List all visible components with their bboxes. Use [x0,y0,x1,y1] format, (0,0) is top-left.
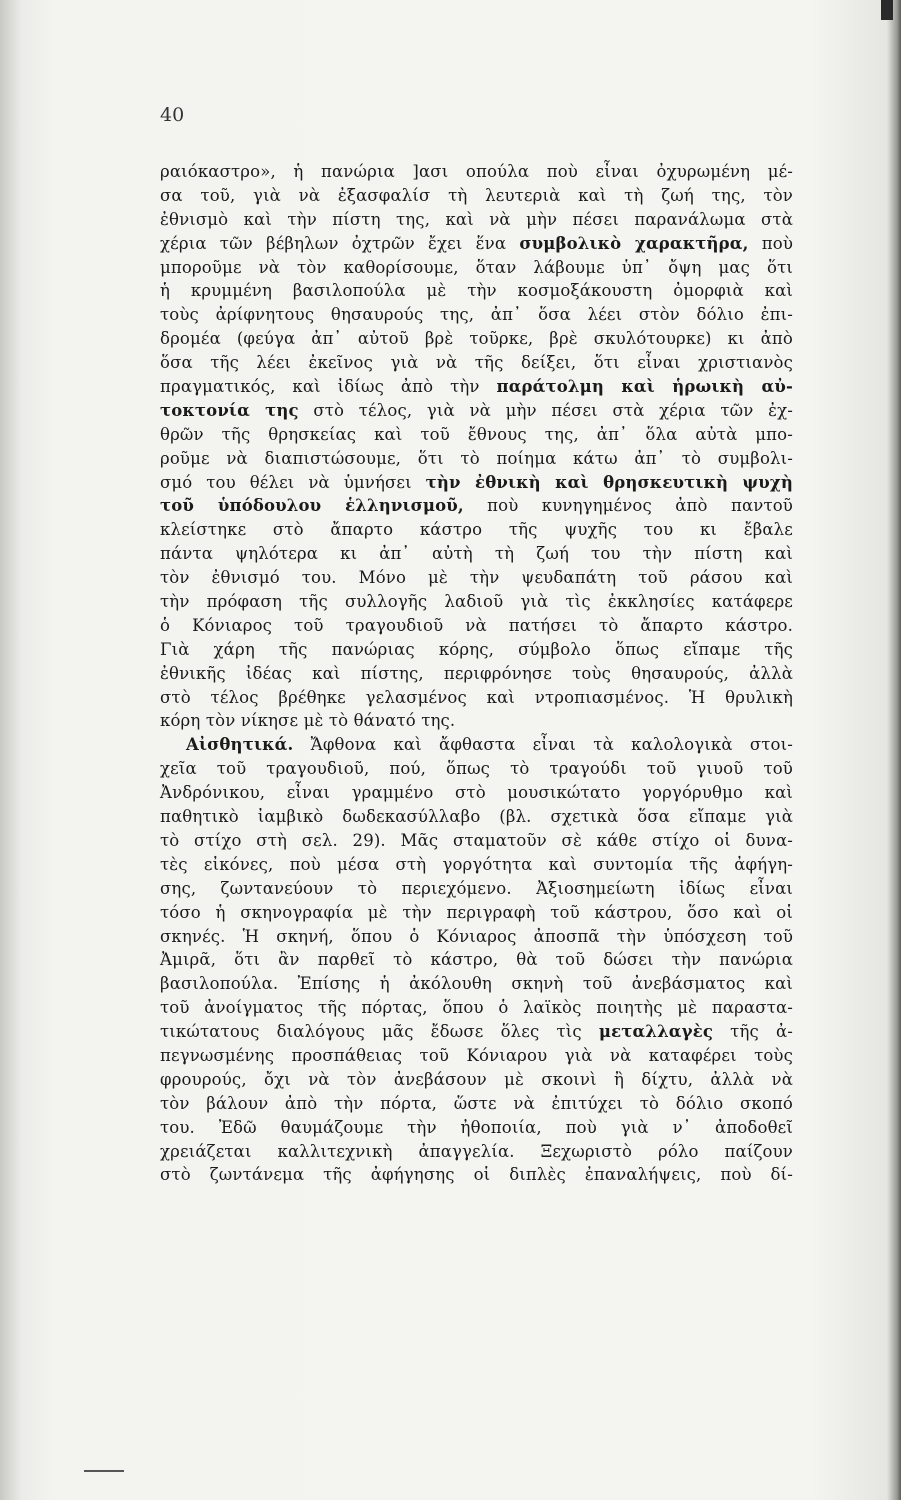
text-line [160,996,793,1020]
text-line [160,399,793,423]
text-run: φρουρούς, ὄχι νὰ τὸν ἀνεβάσουν μὲ σκοινὶ ἢ δίχτυ, ἀλλὰ νὰ [160,1069,793,1089]
text-line [160,1163,793,1187]
text-line [160,709,793,733]
text-run: ἐθνικῆς ἰδέας καὶ πίστης, περιφρόνησε τοὺς θησαυρούς, ἀλλὰ [160,663,793,683]
text-run: ὁ Κόνιαρος τοῦ τραγουδιοῦ νὰ πατήσει τὸ ἄπαρτο κάστρο. [160,615,793,635]
text-run: παθητικὸ ἰαμβικὸ δωδεκασύλλαβο (βλ. σχετικὰ ὅσα εἴπαμε γιὰ [160,807,793,827]
text-run: σα τοῦ, γιὰ νὰ ἐξασφαλίσ τὴ λευτεριὰ καὶ τὴ ζωή της, τὸν [160,185,793,205]
text-line [160,256,793,280]
text-run: ραιόκαστρο», ἡ πανώρια ]ασι οπούλα ποὺ εἶναι ὀχυρωμένη μέ- [160,162,793,181]
corner-mark [881,0,893,20]
text-line [160,1092,793,1116]
text-run: τοῦ ἀνοίγματος τῆς πόρτας, ὅπου ὁ λαϊκὸς ποιητὴς μὲ παραστα- [160,998,793,1018]
text-line [160,518,793,542]
text-run: σης, ζωντανεύουν τὸ περιεχόμενο. Ἀξιοσημείωτη ἰδίως εἶναι [160,878,793,898]
text-line [160,232,793,256]
bold-phrase: τοκτονία της [160,400,299,420]
binding-shadow [0,0,22,1500]
text-line [160,494,793,518]
text-line [160,1020,793,1044]
text-run: χεῖα τοῦ τραγουδιοῦ, πού, ὅπως τὸ τραγούδι τοῦ γιυοῦ τοῦ [160,759,793,779]
text-line [160,184,793,208]
text-run: στὸ τέλος βρέθηκε γελασμένος καὶ ντροπιασμένος. Ἡ θρυλικὴ [160,687,793,707]
text-run: Γιὰ χάρη τῆς πανώριας κόρης, σύμβολο ὅπως εἴπαμε τῆς [160,639,793,659]
text-line [160,948,793,972]
text-run: δρομέα (φεύγα ἀπ᾽ αὐτοῦ βρὲ τοῦρκε, βρὲ σκυλότουρκε) κι ἀπὸ [160,329,793,349]
text-line [160,423,793,447]
text-run: στὸ ζωντάνεμα τῆς ἀφήγησης οἱ διπλὲς ἐπαναλήψεις, ποὺ δί- [160,1165,793,1185]
text-line [160,972,793,996]
text-line [160,1116,793,1140]
text-run: πεγνωσμένης προσπάθειας τοῦ Κόνιαρου γιὰ νὰ καταφέρει τοὺς [160,1045,793,1065]
text-run: Ἄφθονα καὶ ἄφθαστα εἶναι τὰ καλολογικὰ στοι- [293,735,793,755]
text-run: πραγματικός, καὶ ἰδίως ἀπὸ τὴν [160,377,497,397]
text-line [160,208,793,232]
text-run: χρειάζεται καλλιτεχνικὴ ἀπαγγελία. Ξεχωριστὸ ρόλο παίζουν [160,1141,793,1161]
text-run: τὸν βάλουν ἀπὸ τὴν πόρτα, ὥστε νὰ ἐπιτύχει τὸ δόλιο σκοπό [160,1093,793,1113]
text-line [160,590,793,614]
text-run: τόσο ἡ σκηνογραφία μὲ τὴν περιγραφὴ τοῦ κάστρου, ὅσο καὶ οἱ [160,902,793,922]
text-run: τὸ στίχο στὴ σελ. 29). Μᾶς σταματοῦν σὲ κάθε στίχο οἱ δυνα- [160,830,793,850]
text-run: τὲς εἰκόνες, ποὺ μέσα στὴ γοργότητα καὶ συντομία τῆς ἀφήγη- [160,854,793,874]
bold-phrase: τὴν ἐθνικὴ καὶ θρησκευτικὴ ψυχὴ [425,472,793,492]
text-line [160,757,793,781]
text-line [160,901,793,925]
text-line [160,447,793,471]
text-line [160,686,793,710]
text-run: ποὺ [748,233,793,253]
text-line [160,471,793,495]
bold-phrase: συμβολικὸ χαρακτῆρα, [519,233,749,253]
text-line [160,614,793,638]
bold-phrase: Αἰσθητικά. [186,735,294,755]
text-run: θρῶν τῆς θρησκείας καὶ τοῦ ἔθνους της, ἀπ᾽ ὅλα αὐτὰ μπο- [160,424,793,444]
text-line [160,327,793,351]
page-number: 40 [160,104,185,126]
text-line [160,1068,793,1092]
text-line [160,542,793,566]
text-line [160,733,793,757]
bold-phrase: μεταλλαγὲς [598,1022,714,1042]
text-run: ποὺ κυνηγημένος ἀπὸ παντοῦ [463,496,793,516]
text-line [160,638,793,662]
bold-phrase: παράτολμη καὶ ἡρωικὴ αὐ- [496,377,793,397]
text-run: χέρια τῶν βέβηλων ὀχτρῶν ἔχει ἕνα [160,233,520,253]
bold-phrase: τοῦ ὑπόδουλου ἑλληνισμοῦ, [160,496,464,516]
text-line [160,279,793,303]
text-run: του. Ἐδῶ θαυμάζουμε τὴν ἠθοποιία, ποὺ γιὰ ν᾽ ἀποδοθεῖ [160,1117,793,1137]
text-run: στὸ τέλος, γιὰ νὰ μὴν πέσει στὰ χέρια τῶν ἐχ- [298,400,793,420]
text-line [160,925,793,949]
text-run: βασιλοπούλα. Ἐπίσης ἡ ἀκόλουθη σκηνὴ τοῦ ἀνεβάσματος καὶ [160,974,793,994]
text-run: Ἀμιρᾶ, ὅτι ἂν παρθεῖ τὸ κάστρο, θὰ τοῦ δώσει τὴν πανώρια [160,950,793,970]
text-run: Ἀνδρόνικου, εἶναι γραμμένο στὸ μουσικώτατο γοργόρυθμο καὶ [160,783,793,803]
text-line [160,805,793,829]
text-run: μποροῦμε νὰ τὸν καθορίσουμε, ὅταν λάβουμε ὑπ᾽ ὄψη μας ὅτι [160,257,793,277]
text-run: ὅσα τῆς λέει ἐκεῖνος γιὰ νὰ τῆς δείξει, ὅτι εἶναι χριστιανὸς [160,353,793,373]
text-line [160,662,793,686]
text-run: ροῦμε νὰ διαπιστώσουμε, ὅτι τὸ ποίημα κάτω ἀπ᾽ τὸ συμβολι- [160,448,793,468]
text-line [160,1140,793,1164]
text-run: σμό του θέλει νὰ ὑμνήσει [160,472,426,492]
text-line [160,160,793,184]
text-line [160,303,793,327]
text-line [160,853,793,877]
text-line [160,877,793,901]
text-line [160,375,793,399]
text-run: ἐθνισμὸ καὶ τὴν πίστη της, καὶ νὰ μὴν πέσει παρανάλωμα στὰ [160,209,793,229]
text-run: τῆς ἀ- [713,1022,794,1042]
text-run: τικώτατους διαλόγους μᾶς ἔδωσε ὅλες τὶς [160,1022,599,1042]
bottom-rule [84,1470,124,1472]
text-run: τὴν πρόφαση τῆς συλλογῆς λαδιοῦ γιὰ τὶς ἐκκλησίες κατάφερε [160,592,793,612]
text-run: τοὺς ἀρίφνητους θησαυρούς της, ἀπ᾽ ὅσα λέει στὸν δόλιο ἐπι- [160,305,793,325]
text-run: πάντα ψηλότερα κι ἀπ᾽ αὐτὴ τὴ ζωή του τὴν πίστη καὶ [160,544,793,564]
text-run: τὸν ἐθνισμό του. Μόνο μὲ τὴν ψευδαπάτη τοῦ ράσου καὶ [160,568,793,588]
text-run: κόρη τὸν νίκησε μὲ τὸ θάνατό της. [160,711,456,731]
body-text [160,160,793,1187]
text-line [160,781,793,805]
text-run: κλείστηκε στὸ ἄπαρτο κάστρο τῆς ψυχῆς του κι ἔβαλε [160,520,793,540]
text-line [160,829,793,853]
text-line [160,566,793,590]
text-line [160,1044,793,1068]
text-run: σκηνές. Ἡ σκηνή, ὅπου ὁ Κόνιαρος ἀποσπᾶ τὴν ὑπόσχεση τοῦ [160,926,793,946]
page-edge-shadow [887,0,901,1500]
text-line [160,351,793,375]
text-run: ἡ κρυμμένη βασιλοπούλα μὲ τὴν κοσμοξάκουστη ὀμορφιὰ καὶ [160,281,793,301]
